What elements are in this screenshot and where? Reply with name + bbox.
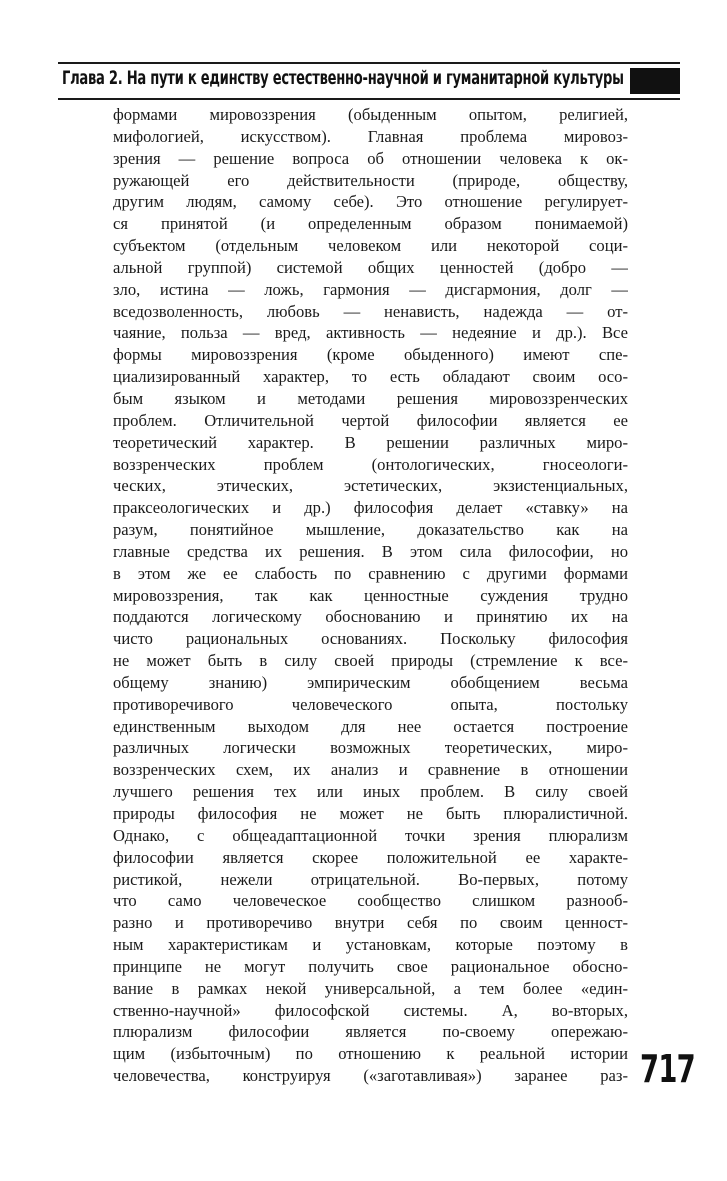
text-line: формами мировоззрения (обыденным опытом, религией,: [113, 105, 628, 124]
text-line: проблем. Отличительной чертой философии является ее: [113, 410, 628, 430]
text-line: главные средства их решения. В этом сила философии, но: [113, 541, 628, 561]
text-line: ческих, этических, эстетических, экзистенциальных,: [113, 476, 628, 496]
text-line: щим (избыточным) по отношению к реальной истории: [113, 1044, 628, 1064]
text-line: чаяние, польза — вред, активность — недеяние и др.). Все: [113, 323, 628, 343]
text-line: чисто рациональных основаниях. Поскольку философия: [113, 629, 628, 649]
text-line: человечества, конструируя («заготавливая») заранее раз-: [113, 1066, 628, 1086]
text-line: альной группой) системой общих ценностей (добро —: [113, 257, 628, 277]
text-line: разно и противоречиво внутри себя по своим ценност-: [113, 913, 628, 933]
page-number: 717: [640, 1047, 695, 1091]
chapter-title: Глава 2. На пути к единству естественно-научной и гуманитарной культуры: [62, 67, 624, 89]
text-line: мировоззрения, так как ценностные суждения трудно: [113, 585, 628, 605]
running-header: [58, 62, 680, 100]
text-line: не может быть в силу своей природы (стремление к все-: [113, 651, 628, 671]
text-line: формы мировоззрения (кроме обыденного) имеют спе-: [113, 345, 628, 365]
text-line: вседозволенность, любовь — ненависть, надежда — от-: [113, 301, 628, 321]
text-line: другим людям, самому себе). Это отношение регулирует-: [113, 192, 628, 212]
text-line: циализированный характер, то есть обладают своим осо-: [113, 367, 628, 387]
text-line: ристикой, нежели отрицательной. Во-первых, потому: [113, 869, 628, 889]
text-line: разум, понятийное мышление, доказательство как на: [113, 520, 628, 540]
body-text: [113, 104, 628, 1087]
text-line: праксеологических и др.) философия делает «ставку» на: [113, 498, 628, 518]
text-line: Однако, с общеадаптационной точки зрения плюрализм: [113, 825, 628, 845]
text-line: ственно-научной» философской системы. А, во-вторых,: [113, 1000, 628, 1020]
text-line: философии является скорее положительной ее характе-: [113, 847, 628, 867]
text-line: природы философия не может не быть плюралистичной.: [113, 804, 628, 823]
text-line: воззренческих проблем (онтологических, гносеологи-: [113, 454, 628, 474]
text-line: в этом же ее слабость по сравнению с другими формами: [113, 563, 628, 583]
text-line: единственным выходом для нее остается построение: [113, 716, 628, 736]
text-line: различных логически возможных теоретических, миро-: [113, 738, 628, 758]
text-line: ся принятой (и определенным образом понимаемой): [113, 214, 628, 234]
text-line: зрения — решение вопроса об отношении человека к ок-: [113, 148, 628, 168]
header-black-bar: [630, 68, 680, 94]
text-line: бым языком и методами решения мировоззренческих: [113, 388, 628, 408]
text-line: субъектом (отдельным человеком или некоторой соци-: [113, 236, 628, 256]
text-line: ным характеристикам и установкам, которые поэтому в: [113, 935, 628, 955]
text-line: зло, истина — ложь, гармония — дисгармония, долг —: [113, 279, 628, 299]
text-line: вание в рамках некой универсальной, а тем более «един-: [113, 978, 628, 998]
text-line: противоречивого человеческого опыта, постольку: [113, 694, 628, 714]
text-line: плюрализм философии является по-своему опережаю-: [113, 1022, 628, 1042]
text-line: что само человеческое сообщество слишком разнооб-: [113, 891, 628, 911]
text-line: воззренческих схем, их анализ и сравнение в отношении: [113, 760, 628, 780]
text-line: лучшего решения тех или иных проблем. В силу своей: [113, 782, 628, 802]
text-line: принципе не могут получить свое рациональное обосно-: [113, 956, 628, 976]
text-line: теоретический характер. В решении различных миро-: [113, 432, 628, 452]
text-line: общему знанию) эмпирическим обобщением весьма: [113, 672, 628, 692]
text-line: поддаются логическому обоснованию и принятию их на: [113, 607, 628, 627]
text-line: ружающей его действительности (природе, обществу,: [113, 170, 628, 190]
text-line: мифологией, искусством). Главная проблема мировоз-: [113, 126, 628, 146]
